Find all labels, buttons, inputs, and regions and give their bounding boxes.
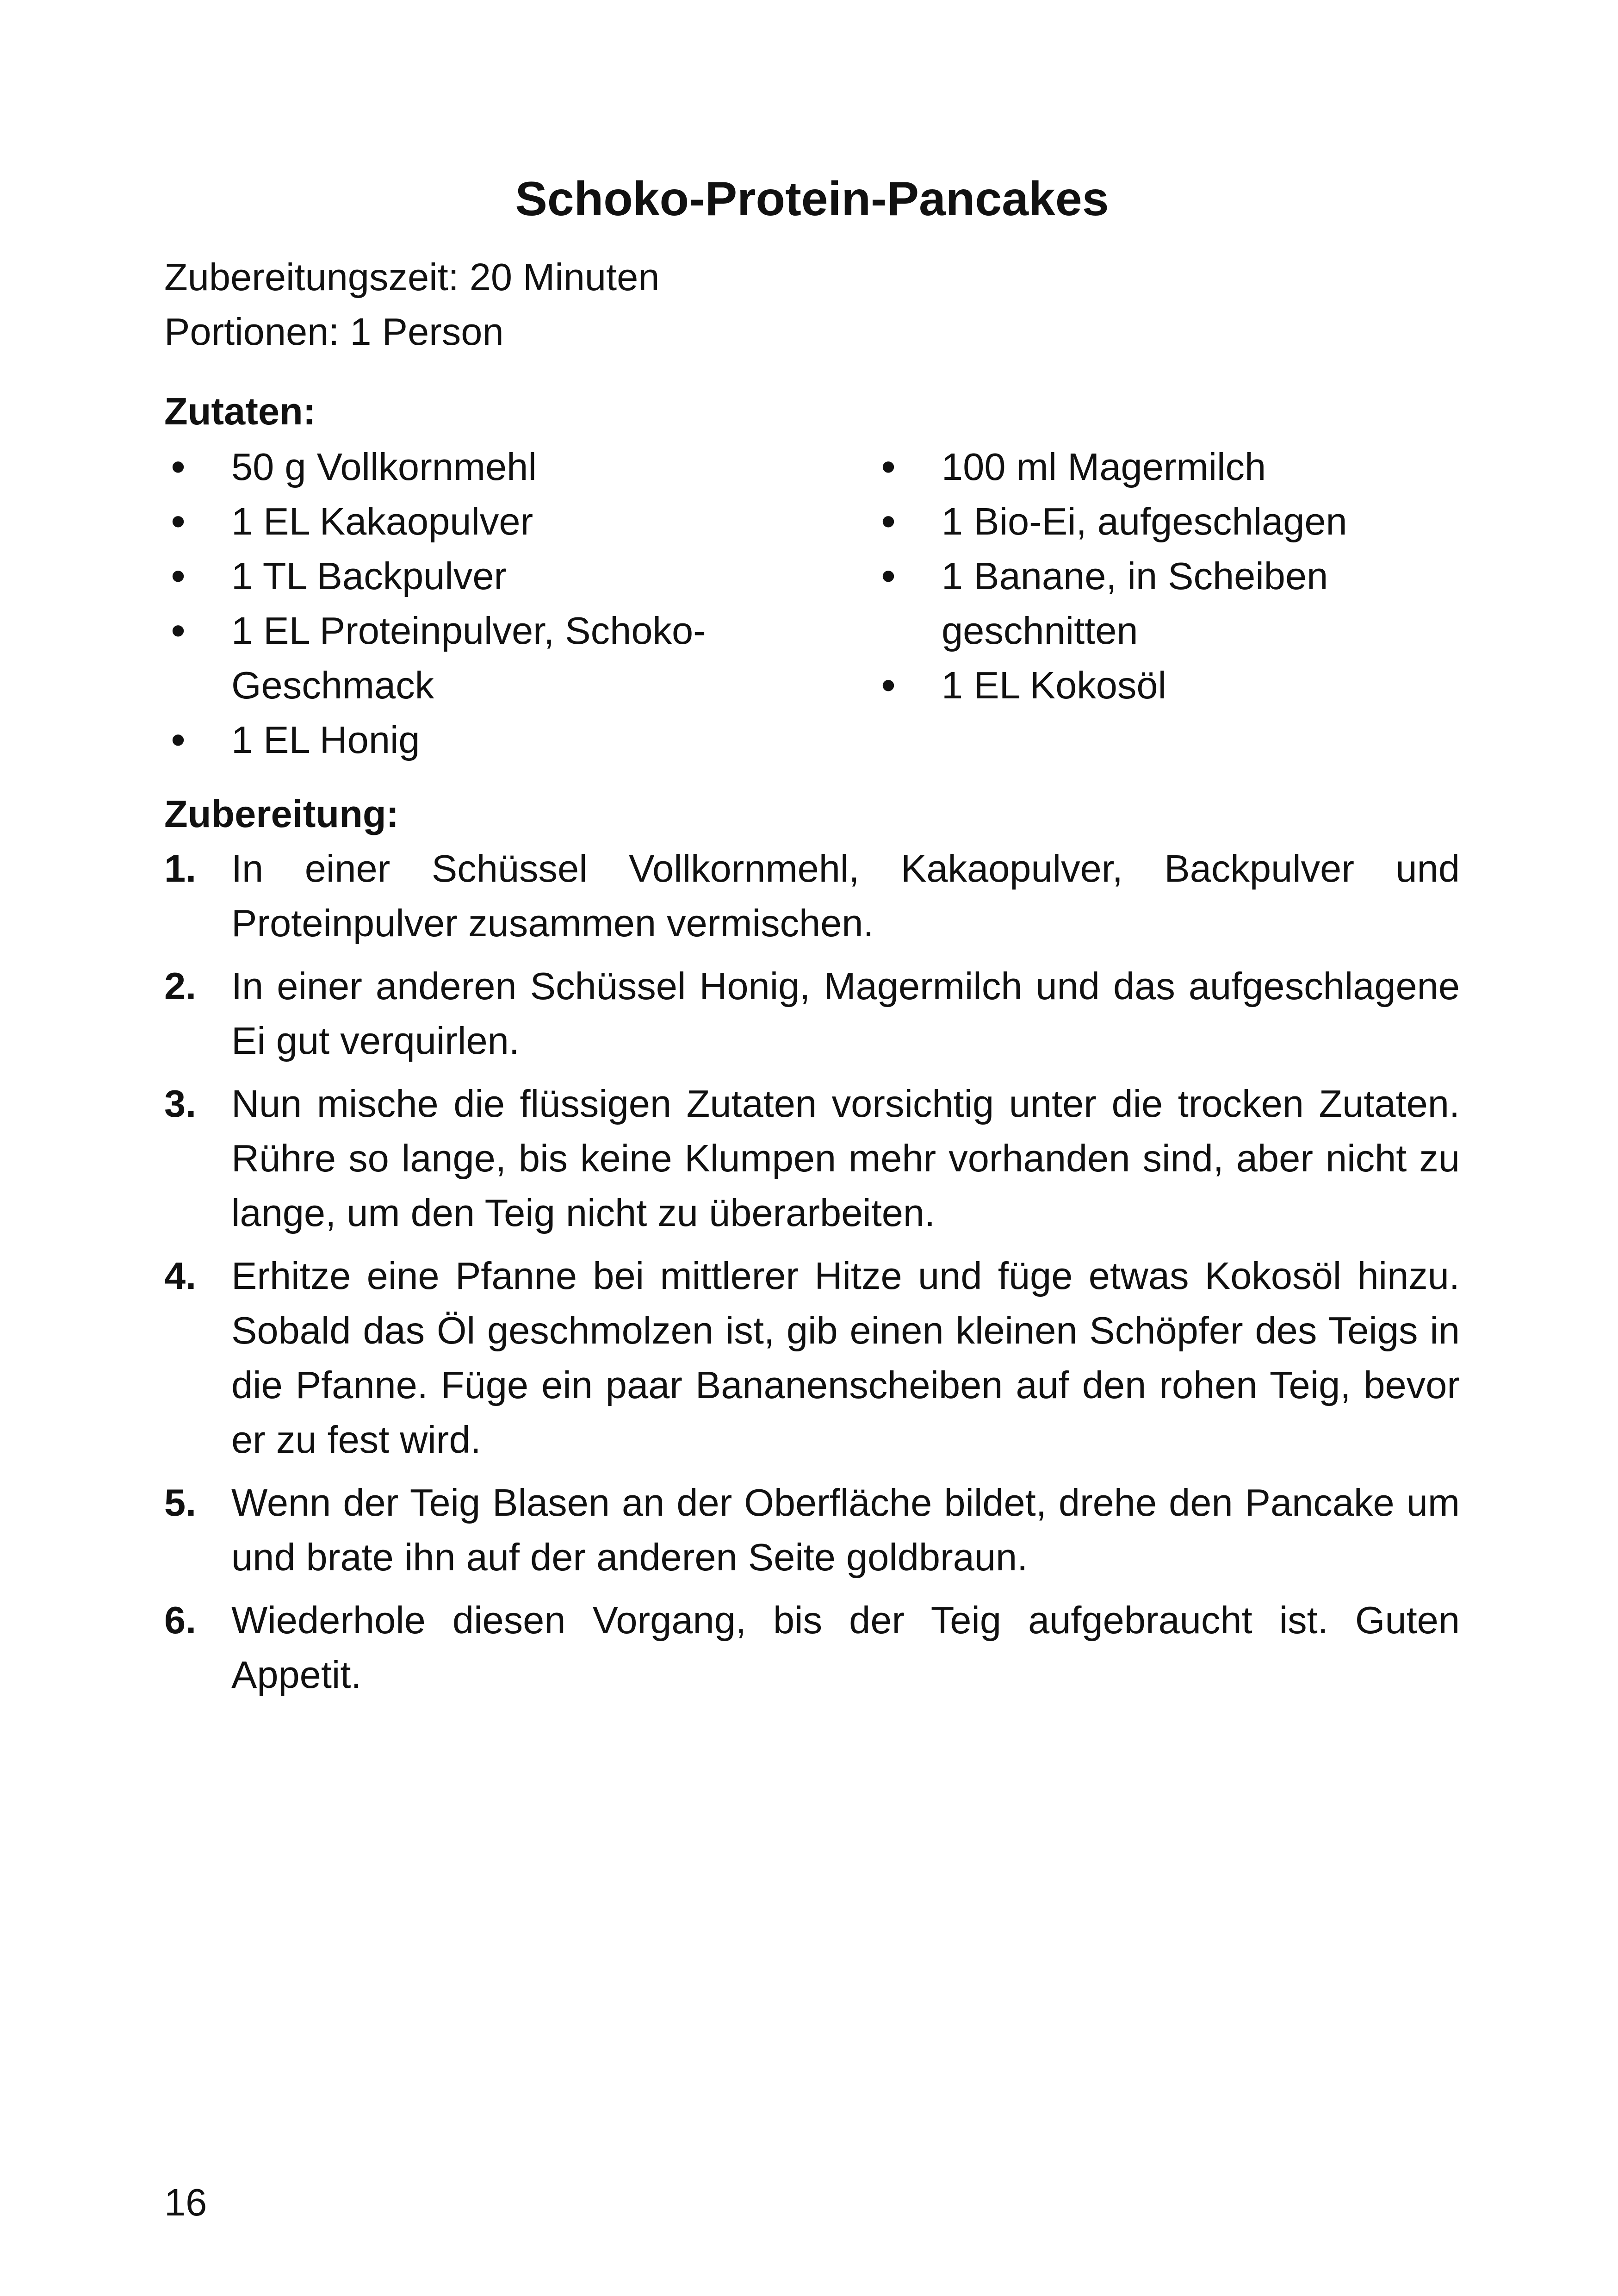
step-item [164, 959, 1460, 1068]
bullet-icon: • [881, 553, 896, 599]
ingredient-text: 1 EL Kakaopulver [231, 500, 533, 543]
step-text: Nun mische die flüssigen Zutaten vorsichtig unter die trocken Zutaten. Rühre so lange, bis keine Klumpen mehr vorhanden sind, aber nicht zu lange, um den Teig nicht zu überarbeiten. [231, 1082, 1460, 1234]
ingredient-text: 1 TL Backpulver [231, 554, 507, 597]
step-item [164, 841, 1460, 951]
prep-time: Zubereitungszeit: 20 Minuten [164, 255, 660, 299]
ingredient-item [164, 713, 710, 767]
bullet-icon: • [171, 717, 186, 763]
page-number: 16 [164, 2181, 207, 2224]
ingredients-list-left [164, 440, 710, 767]
ingredient-text: 100 ml Magermilch [942, 445, 1266, 488]
ingredient-text: 1 EL Kokosöl [942, 664, 1167, 707]
ingredient-text: 50 g Vollkornmehl [231, 445, 537, 488]
step-item [164, 1593, 1460, 1702]
ingredient-item [874, 658, 1444, 713]
ingredient-item [164, 494, 710, 549]
ingredient-item [164, 549, 710, 604]
step-number: 3. [164, 1082, 197, 1125]
step-text: Wenn der Teig Blasen an der Oberfläche bildet, drehe den Pancake um und brate ihn auf der anderen Seite goldbraun. [231, 1481, 1460, 1579]
ingredient-text: 1 EL Honig [231, 718, 420, 761]
bullet-icon: • [881, 498, 896, 545]
recipe-title: Schoko-Protein-Pancakes [515, 172, 1109, 226]
bullet-icon: • [171, 444, 186, 490]
bullet-icon: • [171, 608, 186, 654]
servings: Portionen: 1 Person [164, 310, 504, 353]
preparation-heading: Zubereitung: [164, 792, 399, 835]
step-number: 5. [164, 1481, 197, 1524]
step-number: 2. [164, 964, 197, 1008]
ingredient-text: 1 Banane, in Scheiben geschnitten [942, 554, 1328, 652]
step-item [164, 1475, 1460, 1585]
step-text: In einer anderen Schüssel Honig, Magermilch und das aufgeschlagene Ei gut verquirlen. [231, 964, 1460, 1062]
preparation-steps [164, 841, 1460, 1711]
step-text: Wiederhole diesen Vorgang, bis der Teig aufgebraucht ist. Guten Appetit. [231, 1599, 1460, 1696]
ingredient-text: 1 Bio-Ei, aufgeschlagen [942, 500, 1347, 543]
recipe-meta [164, 250, 659, 359]
step-text: Erhitze eine Pfanne bei mittlerer Hitze und füge etwas Kokosöl hinzu. Sobald das Öl geschmolzen ist, gib einen kleinen Schöpfer des Teigs in die Pfanne. Füge ein paar Bananenscheiben auf den rohen Teig, bevor er zu fest wird. [231, 1254, 1460, 1461]
ingredient-item [874, 440, 1444, 494]
bullet-icon: • [171, 553, 186, 599]
step-text: In einer Schüssel Vollkornmehl, Kakaopulver, Backpulver und Proteinpulver zusammen vermischen. [231, 847, 1460, 945]
bullet-icon: • [171, 498, 186, 545]
ingredients-list-right [874, 440, 1444, 713]
ingredient-item [874, 494, 1444, 549]
bullet-icon: • [881, 662, 896, 709]
ingredients-heading: Zutaten: [164, 390, 316, 433]
ingredient-item [164, 604, 710, 713]
step-item [164, 1076, 1460, 1240]
ingredient-text: 1 EL Proteinpulver, Schoko-Geschmack [231, 609, 706, 707]
step-item [164, 1249, 1460, 1467]
bullet-icon: • [881, 444, 896, 490]
ingredient-item [164, 440, 710, 494]
ingredient-item [874, 549, 1444, 658]
step-number: 4. [164, 1254, 197, 1297]
step-number: 6. [164, 1599, 197, 1642]
step-number: 1. [164, 847, 197, 890]
